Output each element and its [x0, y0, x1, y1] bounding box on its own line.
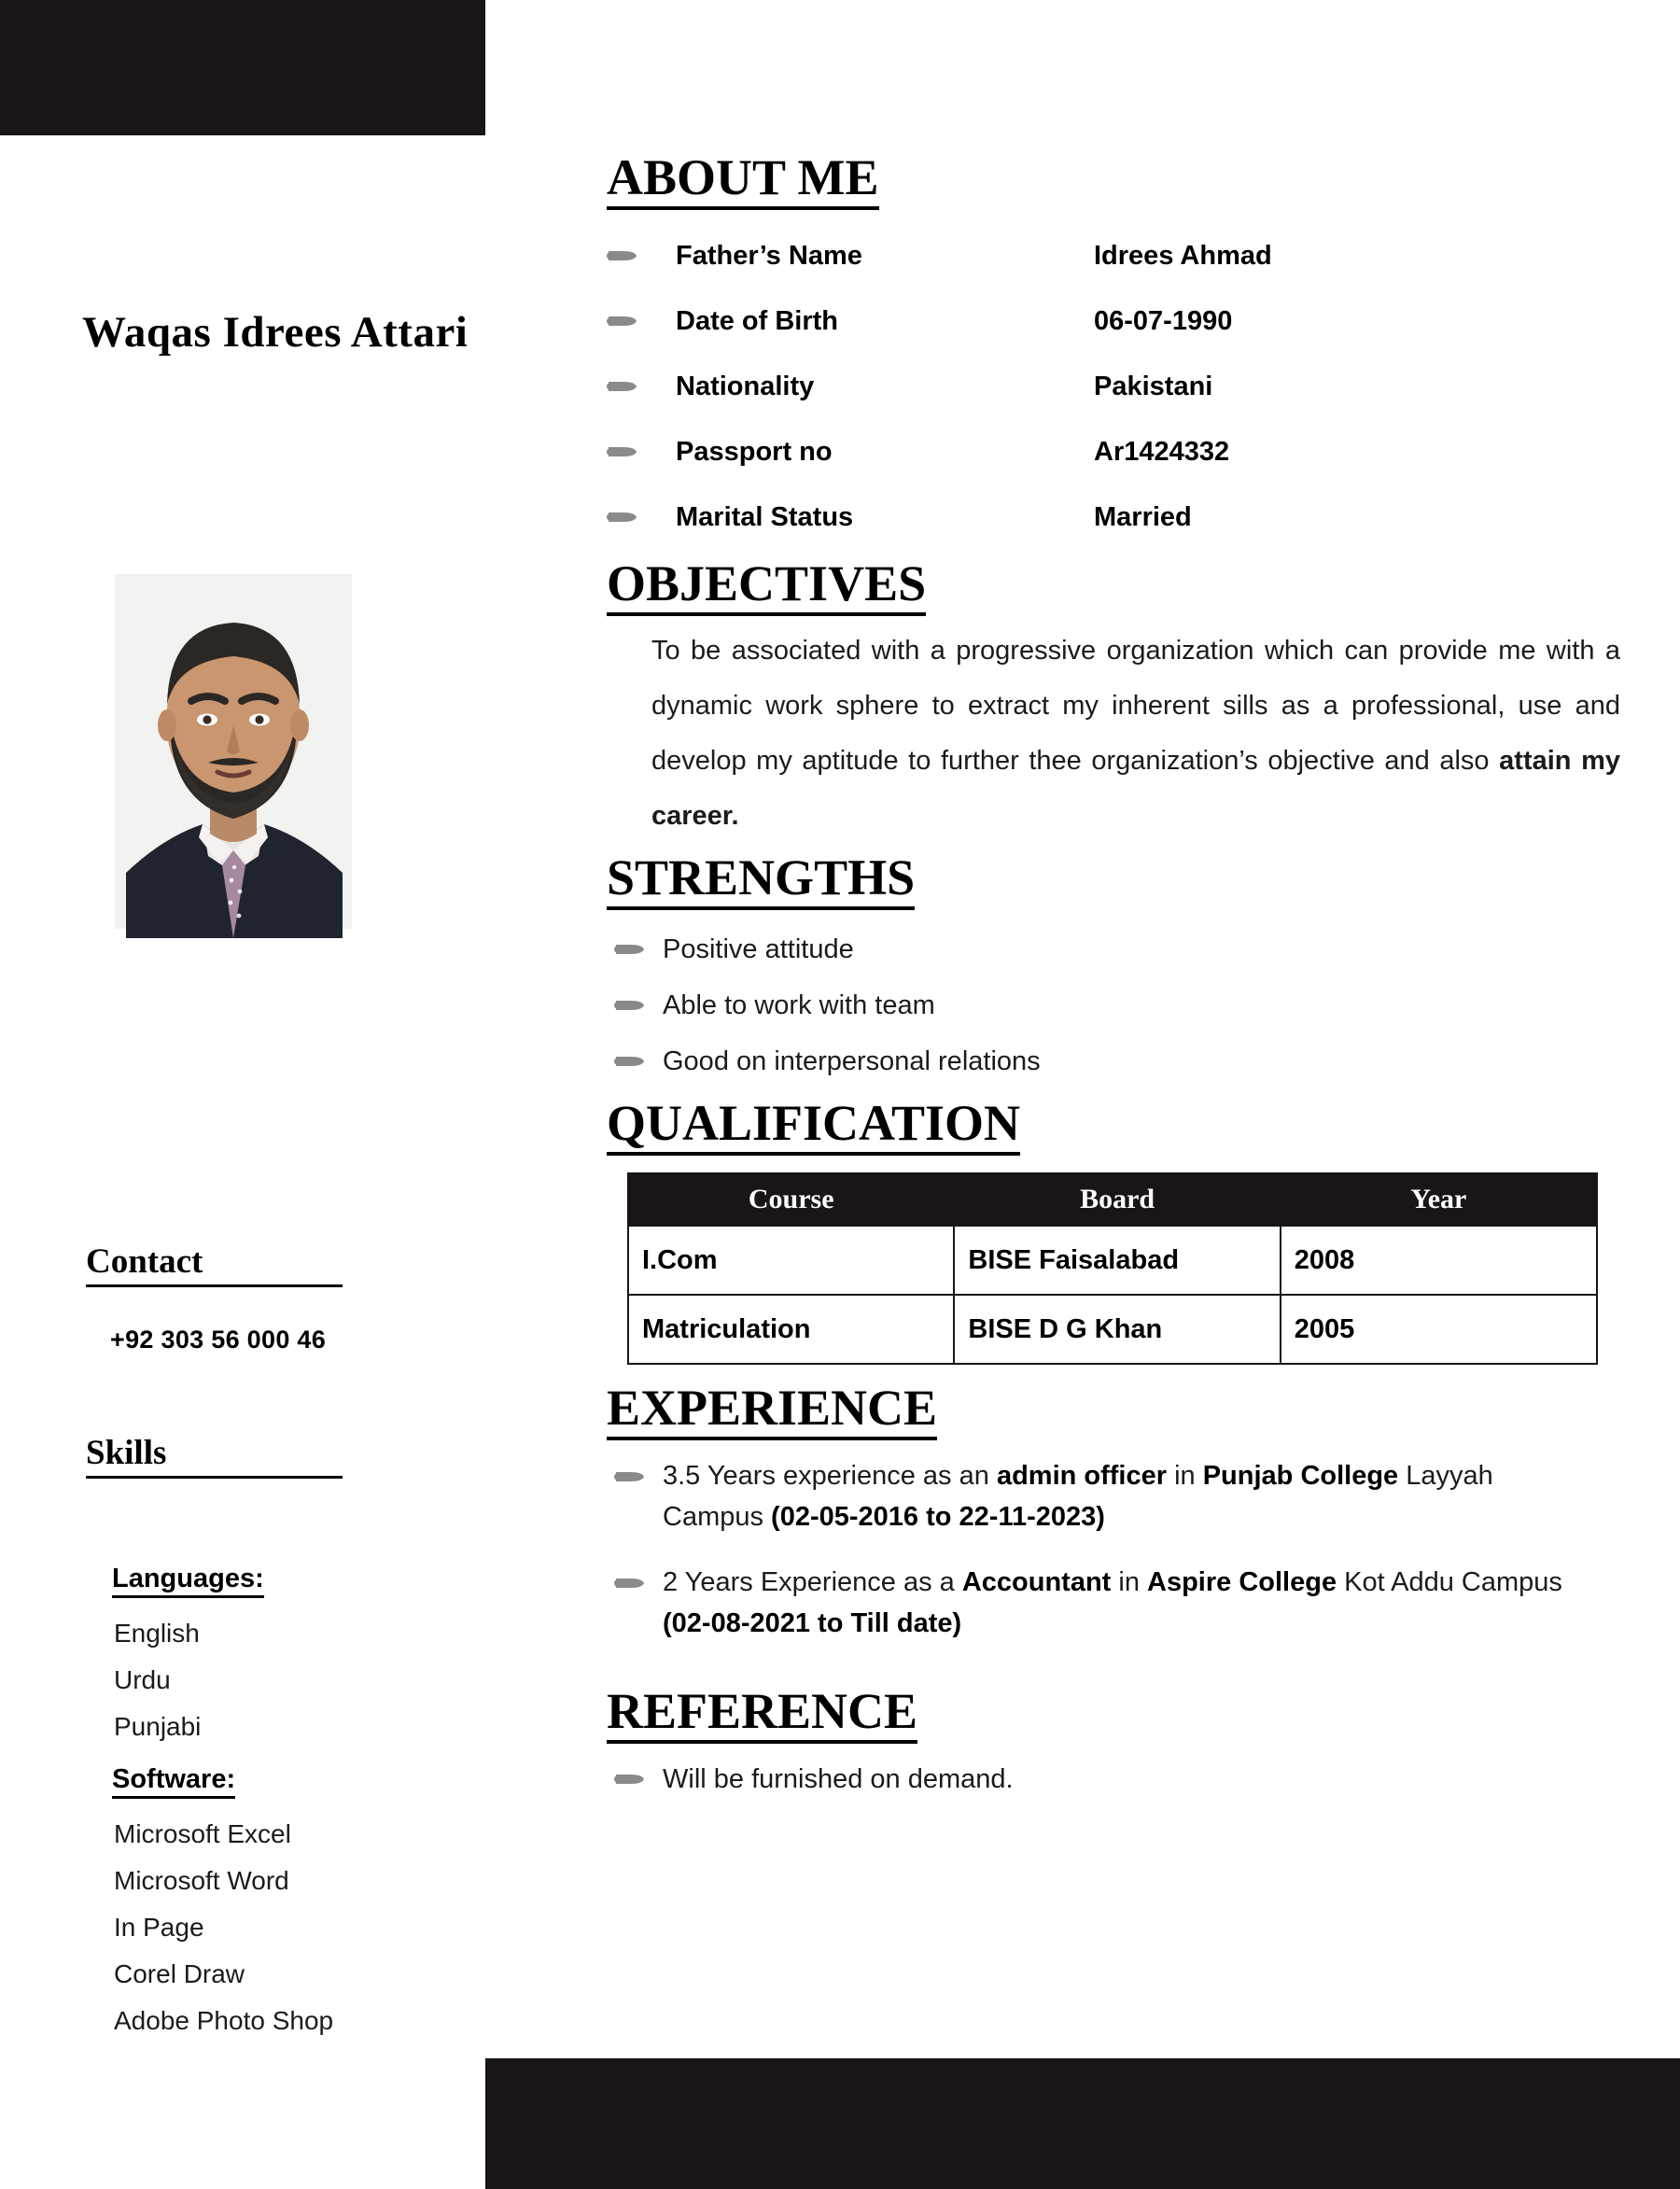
main-content [607, 0, 1624, 1805]
list-item: Microsoft Word [114, 1866, 289, 1895]
portrait-photo-icon [98, 565, 369, 938]
cell-year: 2005 [1281, 1295, 1597, 1364]
exp-part: 2 Years Experience as a [663, 1567, 962, 1597]
objectives-text-normal: To be associated with a progressive organization which can provide me with a dynamic work sphere to extract my inherent sills as a professional, use and develop my aptitude to further thee organization’s objective and also [651, 636, 1620, 776]
table-row [607, 354, 1624, 419]
exp-dates: (02-05-2016 to 22-11-2023) [771, 1502, 1105, 1532]
experience-list [607, 1455, 1624, 1644]
exp-part: Kot Addu Campus [1337, 1567, 1562, 1597]
objectives-section [607, 555, 1624, 616]
exp-part: 3.5 Years experience as an [663, 1461, 997, 1491]
about-label: Marital Status [676, 501, 854, 532]
list-item [607, 921, 1624, 977]
about-value: Pakistani [1094, 371, 1213, 401]
table-row [607, 288, 1624, 354]
section-title-about: ABOUT ME [607, 149, 879, 210]
strength-text: Able to work with team [663, 989, 935, 1020]
about-rows [607, 223, 1624, 550]
table-header-row [628, 1173, 1597, 1226]
experience-section [607, 1380, 1624, 1440]
exp-role: admin officer [996, 1461, 1168, 1491]
strength-text: Good on interpersonal relations [663, 1045, 1041, 1076]
strength-text: Positive attitude [663, 933, 854, 964]
cell-board: BISE Faisalabad [954, 1226, 1280, 1295]
exp-part: in [1167, 1461, 1203, 1491]
list-item: Urdu [114, 1665, 171, 1694]
arrow-bullet-icon [607, 311, 638, 331]
cell-course: I.Com [628, 1226, 954, 1295]
arrow-bullet-icon [614, 995, 646, 1016]
reference-item [607, 1753, 1624, 1805]
list-item: Microsoft Excel [114, 1819, 291, 1848]
section-title-strengths: STRENGTHS [607, 849, 915, 910]
about-value: Ar1424332 [1094, 436, 1230, 467]
strengths-list [607, 921, 1624, 1089]
exp-role: Accountant [961, 1567, 1112, 1597]
contact-heading: Contact [86, 1242, 343, 1287]
arrow-bullet-icon [607, 246, 638, 266]
about-value: Idrees Ahmad [1094, 240, 1272, 271]
reference-section [607, 1683, 1624, 1744]
about-value: 06-07-1990 [1094, 305, 1233, 336]
table-row [628, 1226, 1597, 1295]
cell-course: Matriculation [628, 1295, 954, 1364]
contact-phone[interactable]: +92 303 56 000 46 [110, 1326, 327, 1354]
section-title-qualification: QUALIFICATION [607, 1095, 1020, 1156]
table-row [628, 1295, 1597, 1364]
column-header-course: Course [628, 1173, 954, 1226]
table-row [607, 223, 1624, 288]
skills-heading: Skills [86, 1433, 343, 1479]
experience-text [663, 1562, 1587, 1644]
cell-year: 2008 [1281, 1226, 1597, 1295]
about-section [607, 149, 1624, 210]
qualification-section [607, 1095, 1624, 1156]
section-title-objectives: OBJECTIVES [607, 555, 926, 616]
list-item: English [114, 1619, 200, 1648]
column-header-board: Board [954, 1173, 1280, 1226]
arrow-bullet-icon [607, 442, 638, 462]
arrow-bullet-icon [614, 1769, 646, 1789]
about-label: Nationality [676, 371, 815, 401]
reference-text: Will be furnished on demand. [663, 1763, 1014, 1794]
arrow-bullet-icon [607, 507, 638, 527]
arrow-bullet-icon [614, 1466, 646, 1487]
about-label: Father’s Name [676, 240, 862, 271]
exp-part: in [1111, 1567, 1148, 1597]
list-item: Adobe Photo Shop [114, 2006, 334, 2035]
avatar [98, 565, 369, 938]
cell-board: BISE D G Khan [954, 1295, 1280, 1364]
arrow-bullet-icon [614, 1573, 646, 1593]
arrow-bullet-icon [607, 376, 638, 397]
software-list [114, 1811, 333, 2044]
qualification-table [627, 1172, 1598, 1365]
objectives-text-bold: attain my career. [651, 746, 1620, 831]
table-row [607, 484, 1624, 550]
list-item [607, 977, 1624, 1033]
about-value: Married [1094, 501, 1192, 532]
objectives-text [607, 624, 1624, 844]
column-header-year: Year [1281, 1173, 1597, 1226]
top-decorative-bar [0, 0, 485, 135]
list-item [607, 1033, 1624, 1089]
left-sidebar [0, 135, 485, 2058]
languages-list [114, 1610, 201, 1750]
arrow-bullet-icon [614, 1051, 646, 1072]
about-label: Passport no [676, 436, 833, 467]
exp-dates: (02-08-2021 to Till date) [663, 1608, 962, 1638]
experience-text [663, 1455, 1587, 1537]
list-item: Corel Draw [114, 1959, 245, 1988]
exp-company: Punjab College [1202, 1461, 1399, 1491]
list-item [607, 1562, 1624, 1644]
list-item: Punjabi [114, 1712, 202, 1741]
section-title-experience: EXPERIENCE [607, 1380, 937, 1440]
about-label: Date of Birth [676, 305, 838, 336]
languages-heading: Languages: [112, 1564, 264, 1598]
list-item [607, 1455, 1624, 1537]
candidate-name: Waqas Idrees Attari [82, 308, 469, 357]
exp-company: Aspire College [1147, 1567, 1337, 1597]
arrow-bullet-icon [614, 939, 646, 960]
list-item: In Page [114, 1913, 204, 1942]
strengths-section [607, 849, 1624, 910]
bottom-decorative-bar [485, 2058, 1680, 2189]
software-heading: Software: [112, 1764, 235, 1799]
table-row [607, 419, 1624, 484]
exp-part: Layyah Campus [663, 1461, 1493, 1532]
section-title-reference: REFERENCE [607, 1683, 917, 1744]
